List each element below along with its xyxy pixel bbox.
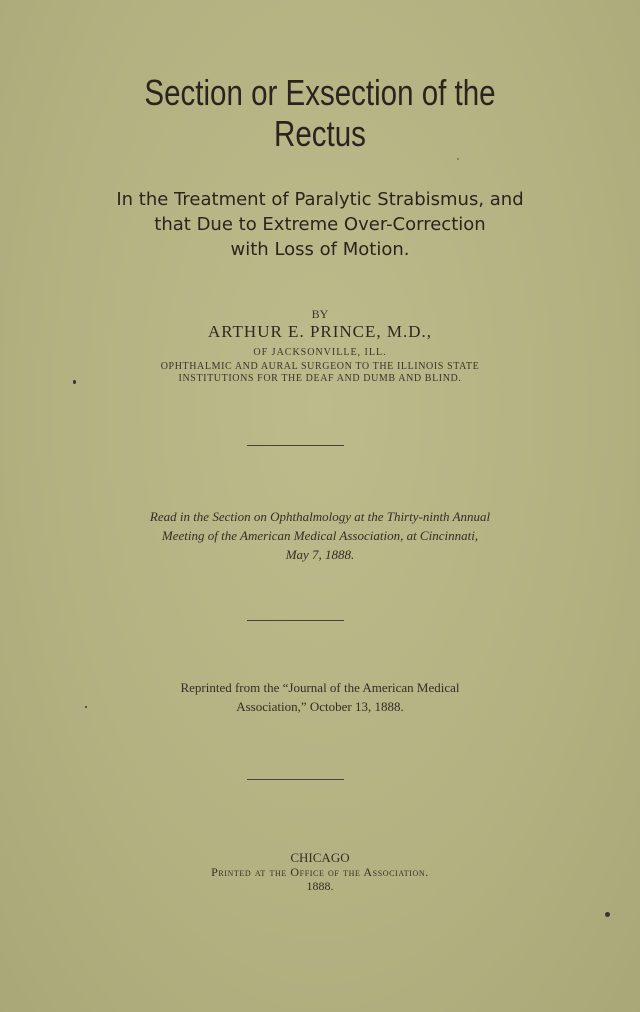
author-position-line-2: INSTITUTIONS FOR THE DEAF AND DUMB AND BLIND. bbox=[178, 373, 462, 384]
divider-rule-2 bbox=[247, 620, 344, 621]
imprint-printer: Printed at the Office of the Association. bbox=[211, 865, 429, 879]
author-name: ARTHUR E. PRINCE, M.D., bbox=[207, 322, 433, 341]
ink-speck bbox=[457, 158, 459, 160]
ink-speck bbox=[605, 912, 610, 917]
by-label: BY bbox=[311, 307, 329, 321]
author-position bbox=[40, 361, 600, 385]
reprint-note bbox=[40, 678, 600, 716]
read-note-line-1: Read in the Section on Ophthalmology at the Thirty-ninth Annual bbox=[149, 509, 491, 524]
read-note-line-3: May 7, 1888. bbox=[285, 547, 355, 562]
book-subtitle-line-3: with Loss of Motion. bbox=[230, 239, 410, 260]
imprint-year: 1888. bbox=[306, 879, 334, 893]
book-title bbox=[90, 72, 549, 154]
book-subtitle-line-1: In the Treatment of Paralytic Strabismus, and bbox=[116, 189, 524, 210]
author-place: OF JACKSONVILLE, ILL. bbox=[253, 347, 387, 358]
ink-speck bbox=[73, 380, 76, 384]
book-title-line-1: Section or Exsection of the bbox=[144, 72, 496, 113]
read-note bbox=[40, 507, 600, 564]
book-title-line-2: Rectus bbox=[274, 113, 366, 154]
ink-speck bbox=[85, 706, 87, 708]
book-subtitle bbox=[40, 187, 600, 262]
author-position-line-1: OPHTHALMIC AND AURAL SURGEON TO THE ILLINOIS STATE bbox=[160, 361, 480, 372]
divider-rule-1 bbox=[247, 445, 344, 446]
read-note-line-2: Meeting of the American Medical Association, at Cincinnati, bbox=[161, 528, 479, 543]
divider-rule-3 bbox=[247, 779, 344, 780]
reprint-note-line-1: Reprinted from the “Journal of the American Medical bbox=[180, 680, 460, 695]
book-subtitle-line-2: that Due to Extreme Over-Correction bbox=[154, 214, 486, 235]
reprint-note-line-2: Association,” October 13, 1888. bbox=[236, 699, 404, 714]
imprint-city: CHICAGO bbox=[290, 850, 350, 865]
